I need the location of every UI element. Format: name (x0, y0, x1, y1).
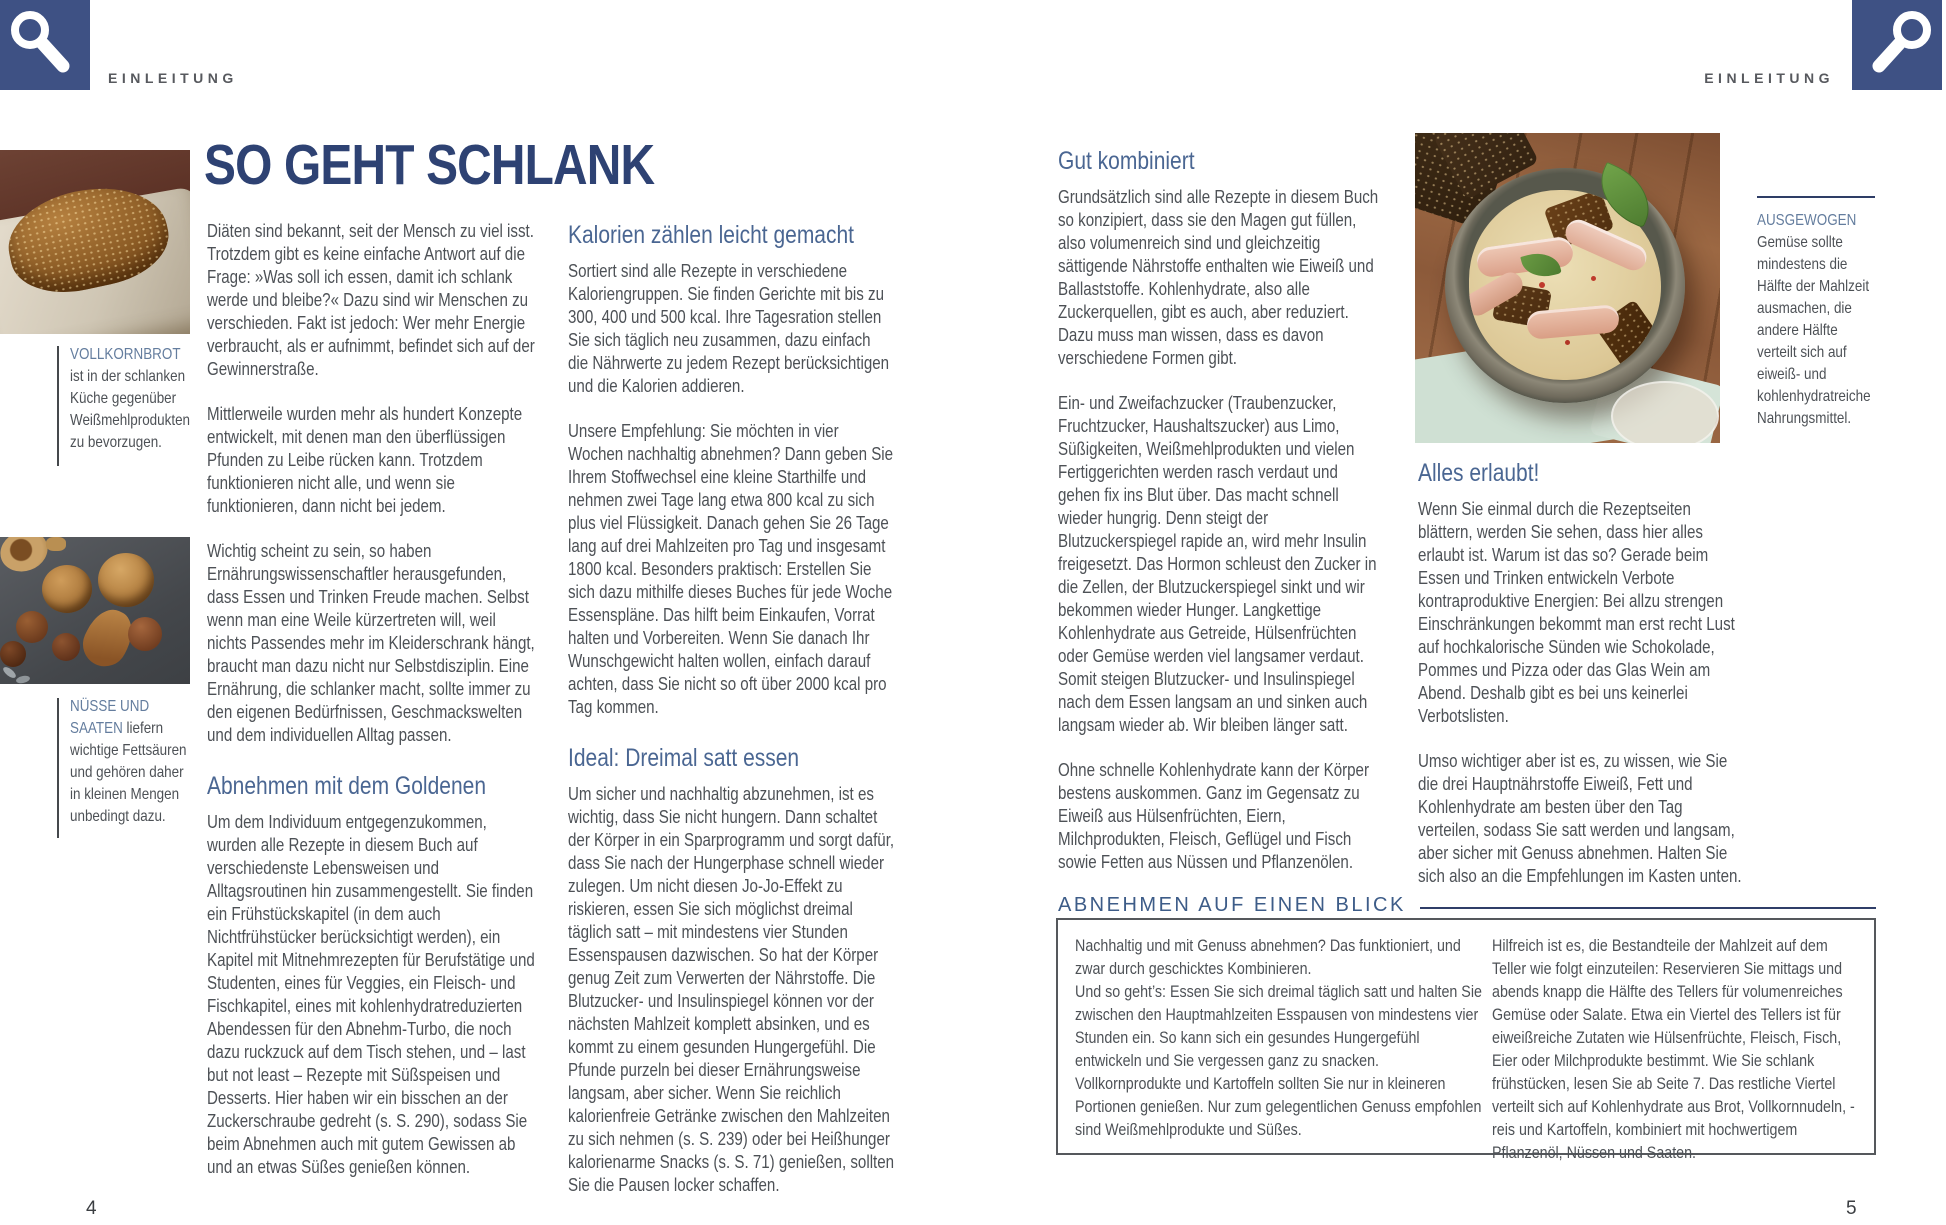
red-pepper-fleck (1539, 282, 1545, 288)
magnifier-icon (0, 0, 90, 90)
hazelnut (52, 633, 80, 661)
running-head-right: EINLEITUNG (1704, 70, 1834, 86)
running-head-left: EINLEITUNG (108, 70, 238, 86)
left-column-1 (207, 220, 542, 1179)
caption-top-rule (1757, 196, 1875, 198)
walnut (42, 565, 92, 613)
photo-salad-bowl (1415, 133, 1720, 443)
paragraph: Wenn Sie einmal durch die Rezeptseiten blättern, werden Sie sehen, dass hier alles erlaubt ist. Warum ist das so? Gerade beim Essen und Trinken entwickeln Verbote kontraproduktive Energien: Bei allzu strengen Einschränkungen bekommt man erst recht Lust auf hochkalorische Sünden wie Schokolade, Pommes und Pizza oder das Glas Wein am Abend. Deshalb gibt es bei uns keinerlei Verbotslisten. (1418, 499, 1735, 726)
page-number-left: 4 (86, 1198, 97, 1219)
caption-text: ist in der schlanken Küche gegenüber Weißmehlprodukten zu bevorzugen. (70, 368, 191, 451)
walnut-crumb (46, 537, 66, 551)
red-pepper-fleck (1591, 276, 1596, 281)
photo-wholegrain-bread (0, 150, 190, 334)
magnifier-icon (1852, 0, 1942, 90)
info-box-heading-row (1058, 894, 1876, 917)
info-box (1056, 918, 1876, 1162)
section-heading: Abnehmen mit dem Goldenen (207, 772, 487, 800)
photo-caption-ausgewogen (1757, 196, 1877, 430)
caption-rule (57, 346, 59, 466)
photo-nuts-and-seeds (0, 537, 190, 684)
walnut (98, 553, 154, 607)
corner-square-right (1852, 0, 1942, 90)
paragraph: Hilfreich ist es, die Bestandteile der Mahlzeit auf dem Teller wie folgt einzuteilen: Reservieren Sie mittags und abends knapp die Hälfte des Tellers für volumenreiches Gemüse oder Salate. Etwa ein Viertel des Tellers ist für eiweißreiche Zutaten wie Hülsenfrüchte, Fleisch, Fisch, Eier oder Milchprodukte bestimmt. Wie Sie schlank frühstücken, lesen Sie ab Seite 7. Das restliche Viertel verteilt sich auf Kohlenhydrate aus Brot, Vollkornnudeln, -reis und Kartoffeln, kombiniert mit hochwertigem Pflanzenöl, Nüssen und Saaten. (1492, 936, 1855, 1162)
paragraph: Und so geht’s: Essen Sie sich dreimal täglich satt und halten Sie zwischen den Hauptmahlzeiten Esspausen von mindestens vier Stunden ein. So kann sich ein gesundes Hungergefühl entwickeln und Sie vergessen ganz zu snacken. (1075, 982, 1482, 1070)
paragraph: Sortiert sind alle Rezepte in verschiedene Kaloriengruppen. Sie finden Gerichte mit bis zu 300, 400 und 500 kcal. Ihre Tagesration stellen Sie sich täglich neu zusammen, dazu einfach die Nährwerte zu jedem Rezept berücksichtigen und die Kalorien addieren. (568, 261, 890, 396)
paragraph: Mittlerweile wurden mehr als hundert Konzepte entwickelt, mit denen man den überflüssigen Pfunden zu Leibe rücken kann. Trotzdem funktionieren nicht alle, und wenn sie funktionieren, dann nicht bei jedem. (207, 404, 523, 516)
section-heading: Kalorien zählen leicht gemacht (568, 221, 855, 249)
margin-caption-nuesse (70, 696, 196, 828)
caption-text: Gemüse sollte mindestens die Hälfte der Mahlzeit ausmachen, die andere Hälfte verteilt sich auf eiweiß- und kohlenhydratreiche Nahrungsmittel. (1757, 234, 1871, 427)
paragraph: Ohne schnelle Kohlenhydrate kann der Körper bestens auskommen. Ganz im Gegensatz zu Eiweiß aus Hülsenfrüchten, Eiern, Milchprodukten, Fleisch, Geflügel und Fisch sowie Fetten aus Nüssen und Pflanzenölen. (1058, 760, 1370, 872)
paragraph: Vollkornprodukte und Kartoffeln sollten Sie nur in kleineren Portionen genießen. Nur zum gelegentlichen Genuss empfohlen sind Weißmehlprodukte und Süßes. (1075, 1074, 1482, 1139)
page-title: SO GEHT SCHLANK (204, 133, 655, 197)
hazelnut (0, 641, 26, 667)
caption-keyword: NÜSSE UND SAATEN (70, 698, 150, 737)
paragraph: Grundsätzlich sind alle Rezepte in diesem Buch so konzipiert, dass sie den Magen gut füllen, also volumenreich sind und gleichzeitig sättigende Nährstoffe enthalten wie Eiweiß und Ballaststoffe. Kohlenhydrate, also alle Zuckerquellen, gibt es auch, aber reduziert. Dazu muss man wissen, dass es davon verschiedene Formen gibt. (1058, 187, 1379, 368)
caption-keyword: AUSGEWOGEN (1757, 212, 1857, 229)
paragraph: Wichtig scheint zu sein, so haben Ernährungswissenschaftler herausgefunden, dass Essen und Trinken Freude machen. Selbst wenn man eine Weile kürzertreten will, weil nichts Passendes mehr im Kleiderschrank hängt, braucht man dazu nicht nur Selbstdisziplin. Eine Ernährung, die schlanker macht, sollte immer zu den eigenen Bedürfnissen, Geschmackswelten und dem individuellen Alltag passen. (207, 541, 535, 745)
section-heading: Gut kombiniert (1058, 147, 1195, 175)
info-box-column-2 (1492, 934, 1868, 1164)
corner-square-left (0, 0, 90, 90)
caption-text: liefern wichtige Fettsäuren und gehören daher in kleinen Mengen unbedingt dazu. (70, 720, 187, 825)
section-heading: Ideal: Dreimal satt essen (568, 744, 800, 772)
section-heading: Alles erlaubt! (1418, 459, 1540, 487)
paragraph: Um dem Individuum entgegenzukommen, wurden alle Rezepte in diesem Buch auf verschiedenste Lebensweisen und Alltagsroutinen hin zusammengestellt. Sie finden ein Frühstückskapitel (in dem auch Nichtfrühstücker berücksichtigt werden), ein Kapitel mit Mitnehmrezepten für Berufstätige und Studenten, eines für Veggies, ein Fleisch- und Fischkapitel, eines mit kohlenhydratreduzierten Abendessen für den Abnehm-Turbo, die noch dazu ruckzuck auf dem Tisch stehen, und – last but not least – Rezepte mit Süßspeisen und Desserts. Hier haben wir ein bisschen an der Zuckerschraube gedreht (s. S. 290), sodass Sie beim Abnehmen auch mit gutem Gewissen ab und an etwas Süßes genießen können. (207, 812, 535, 1177)
caption-keyword: VOLLKORNBROT (70, 346, 181, 363)
info-box-heading: ABNEHMEN AUF EINEN BLICK (1058, 894, 1406, 916)
paragraph: Umso wichtiger aber ist es, zu wissen, wie Sie die drei Hauptnährstoffe Eiweiß, Fett und Kohlenhydrate am besten über den Tag verteilen, sodass Sie satt werden und langsam, aber sicher mit Genuss abnehmen. Halten Sie sich also an die Empfehlungen im Kasten unten. (1418, 751, 1742, 886)
paragraph: Diäten sind bekannt, seit der Mensch zu viel isst. Trotzdem gibt es keine einfache Antwort auf die Frage: »Was soll ich essen, damit ich schlank werde und bleibe?« Dazu sind wir Menschen zu verschieden. Fakt ist jedoch: Wer mehr Energie verbraucht, als er aufnimmt, befindet sich auf der Gewinnerstraße. (207, 221, 535, 379)
hazelnut (128, 617, 162, 651)
right-column-2 (1418, 458, 1748, 888)
paragraph: Nachhaltig und mit Genuss abnehmen? Das funktioniert, und zwar durch geschicktes Kombinieren. (1075, 936, 1461, 978)
right-column-1 (1058, 146, 1383, 874)
paragraph: Unsere Empfehlung: Sie möchten in vier Wochen nachhaltig abnehmen? Dann geben Sie Ihrem Stoffwechsel eine kleine Starthilfe und nehmen zwei Tage lang etwa 800 kcal zu sich plus viel Flüssigkeit. Danach gehen Sie 26 Tage lang auf drei Mahlzeiten pro Tag und insgesamt 1800 kcal. Besonders praktisch: Erstellen Sie sich dazu mithilfe dieses Buches für jede Woche Essenspläne. Das hilft beim Einkaufen, Vorrat halten und Vorbereiten. Wenn Sie danach Ihr Wunschgewicht halten wollen, einfach darauf achten, dass Sie nicht so oft über 2000 kcal pro Tag kommen. (568, 421, 894, 717)
caption-rule (57, 698, 59, 838)
page-number-right: 5 (1846, 1198, 1857, 1219)
hazelnut (16, 611, 48, 643)
glass-bowl-edge (1611, 381, 1719, 443)
paragraph: Um sicher und nachhaltig abzunehmen, ist es wichtig, dass Sie nicht hungern. Dann schaltet der Körper in ein Sparprogramm und sorgt dafür, dass Sie nach der Hungerphase schnell wieder zulegen. Um nicht diesen Jo-Jo-Effekt zu riskieren, essen Sie sich möglichst dreimal täglich satt – mit mindestens vier Stunden Essenspausen dazwischen. So hat der Körper genug Zeit zum Verwerten der Nährstoffe. Die Blutzucker- und Insulinspiegel können vor der nächsten Mahlzeit komplett absinken, und es kommt zu einem gesunden Hungergefühl. Die Pfunde purzeln bei dieser Ernährungsweise langsam, aber sicher. Wenn Sie reichlich kalorienfreie Getränke zwischen den Mahlzeiten zu sich nehmen (s. S. 239) oder bei Heißhunger kalorienarme Snacks (s. S. 71) genießen, sollten Sie die Pausen locker schaffen. (568, 784, 895, 1195)
info-box-column-1 (1075, 934, 1491, 1141)
red-pepper-fleck (1565, 340, 1570, 345)
left-column-2 (568, 220, 898, 1197)
heading-rule (1420, 907, 1876, 909)
bowl (1445, 168, 1685, 403)
paragraph: Ein- und Zweifachzucker (Traubenzucker, Fruchtzucker, Haushaltszucker) aus Limo, Süßigkeiten, Weißmehlprodukten und vielen Fertiggerichten werden rasch verdaut und gehen fix ins Blut über. Das macht schnell wieder hungrig. Denn steigt der Blutzuckerspiegel rapide an, wird mehr Insulin freigesetzt. Das Hormon schleust den Zucker in die Zellen, der Blutzuckerspiegel sinkt und wir bekommen wieder Hunger. Langkettige Kohlenhydrate aus Getreide, Hülsenfrüchten oder Gemüse werden viel langsamer verdaut. Somit steigen Blutzucker- und Insulinspiegel nach dem Essen langsam an und sinken auch langsam wieder ab. Wir bleiben länger satt. (1058, 393, 1377, 735)
margin-caption-vollkornbrot (70, 344, 196, 454)
